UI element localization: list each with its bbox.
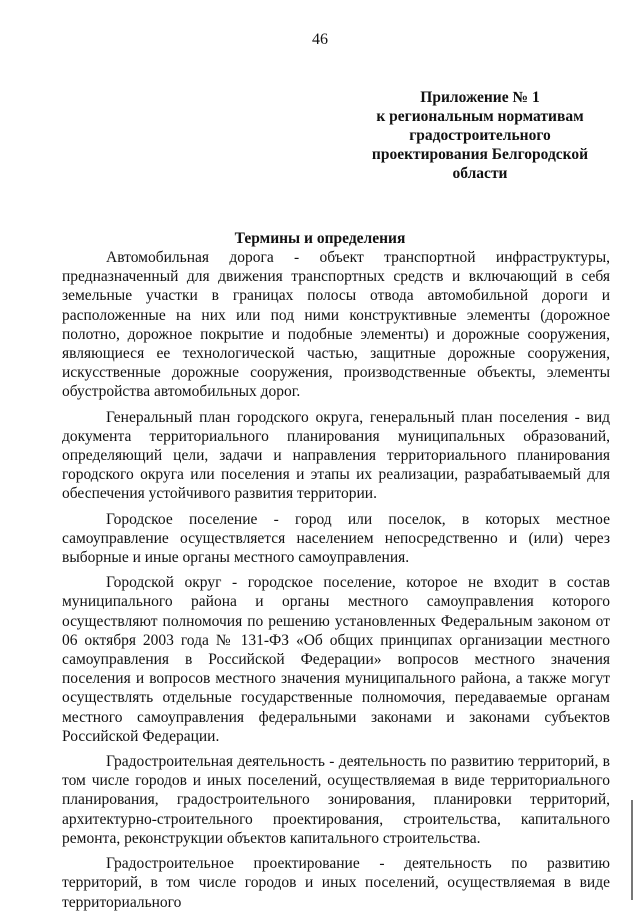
appendix-line: проектирования Белгородской	[371, 146, 589, 163]
paragraph-urban-design: Градостроительное проектирование - деятельность по развитию территорий, в том числе городов и иных поселений, осуществляемая в виде территориального	[62, 855, 610, 911]
appendix-line: к региональным нормативам	[376, 108, 584, 125]
paragraph-urban-district: Городской округ - городское поселение, которое не входит в состав муниципального района и органы местного самоуправления которого осуществляют полномочия по решению установленных Федеральным законом от 06 октября 2003 года № 131-ФЗ «Об общих принципах организации местного самоуправления в Российской Федерации» вопросов местного значения поселения и вопросов местного значения муниципального района, а также могут осуществлять отдельные государственные полномочия, передаваемые органам местного самоуправления федеральными законами и законами субъектов Российской Федерации.	[62, 574, 610, 745]
body-text	[62, 248, 610, 918]
section-title: Термины и определения	[234, 230, 406, 247]
paragraph-road: Автомобильная дорога - объект транспортной инфраструктуры, предназначенный для движения транспортных средств и включающий в себя земельные участки в границах полосы отвода автомобильной дороги и расположенные на них или под ними конструктивные элементы (дорожное полотно, дорожное покрытие и подобные элементы) и дорожные сооружения, являющиеся ее технологической частью, защитные дорожные сооружения, искусственные дорожные сооружения, производственные объекты, элементы обустройства автомобильных дорог.	[62, 249, 610, 401]
appendix-line: градостроительного	[409, 127, 551, 144]
paragraph-urban-activity: Градостроительная деятельность - деятельность по развитию территорий, в том числе городов и иных поселений, осуществляемая в виде территориального планирования, градостроительного зонирования, планировки территорий, архитектурно-строительного проектирования, строительства, капитального ремонта, реконструкции объектов капитального строительства.	[62, 753, 610, 847]
appendix-line: области	[452, 165, 508, 182]
page-number: 46	[312, 31, 328, 48]
appendix-heading	[360, 88, 600, 183]
paragraph-general-plan: Генеральный план городского округа, генеральный план поселения - вид документа территориального планирования муниципальных образований, определяющий цели, задачи и направления территориального планирования городского округа или поселения и этапы их реализации, разрабатываемый для обеспечения устойчивого развития территории.	[62, 408, 610, 503]
appendix-line: Приложение № 1	[420, 89, 540, 106]
scan-edge-mark	[631, 800, 636, 900]
paragraph-urban-settlement: Городское поселение - город или поселок, в которых местное самоуправление осуществляется населением непосредственно и (или) через выборные и иные органы местного самоуправления.	[62, 510, 610, 567]
